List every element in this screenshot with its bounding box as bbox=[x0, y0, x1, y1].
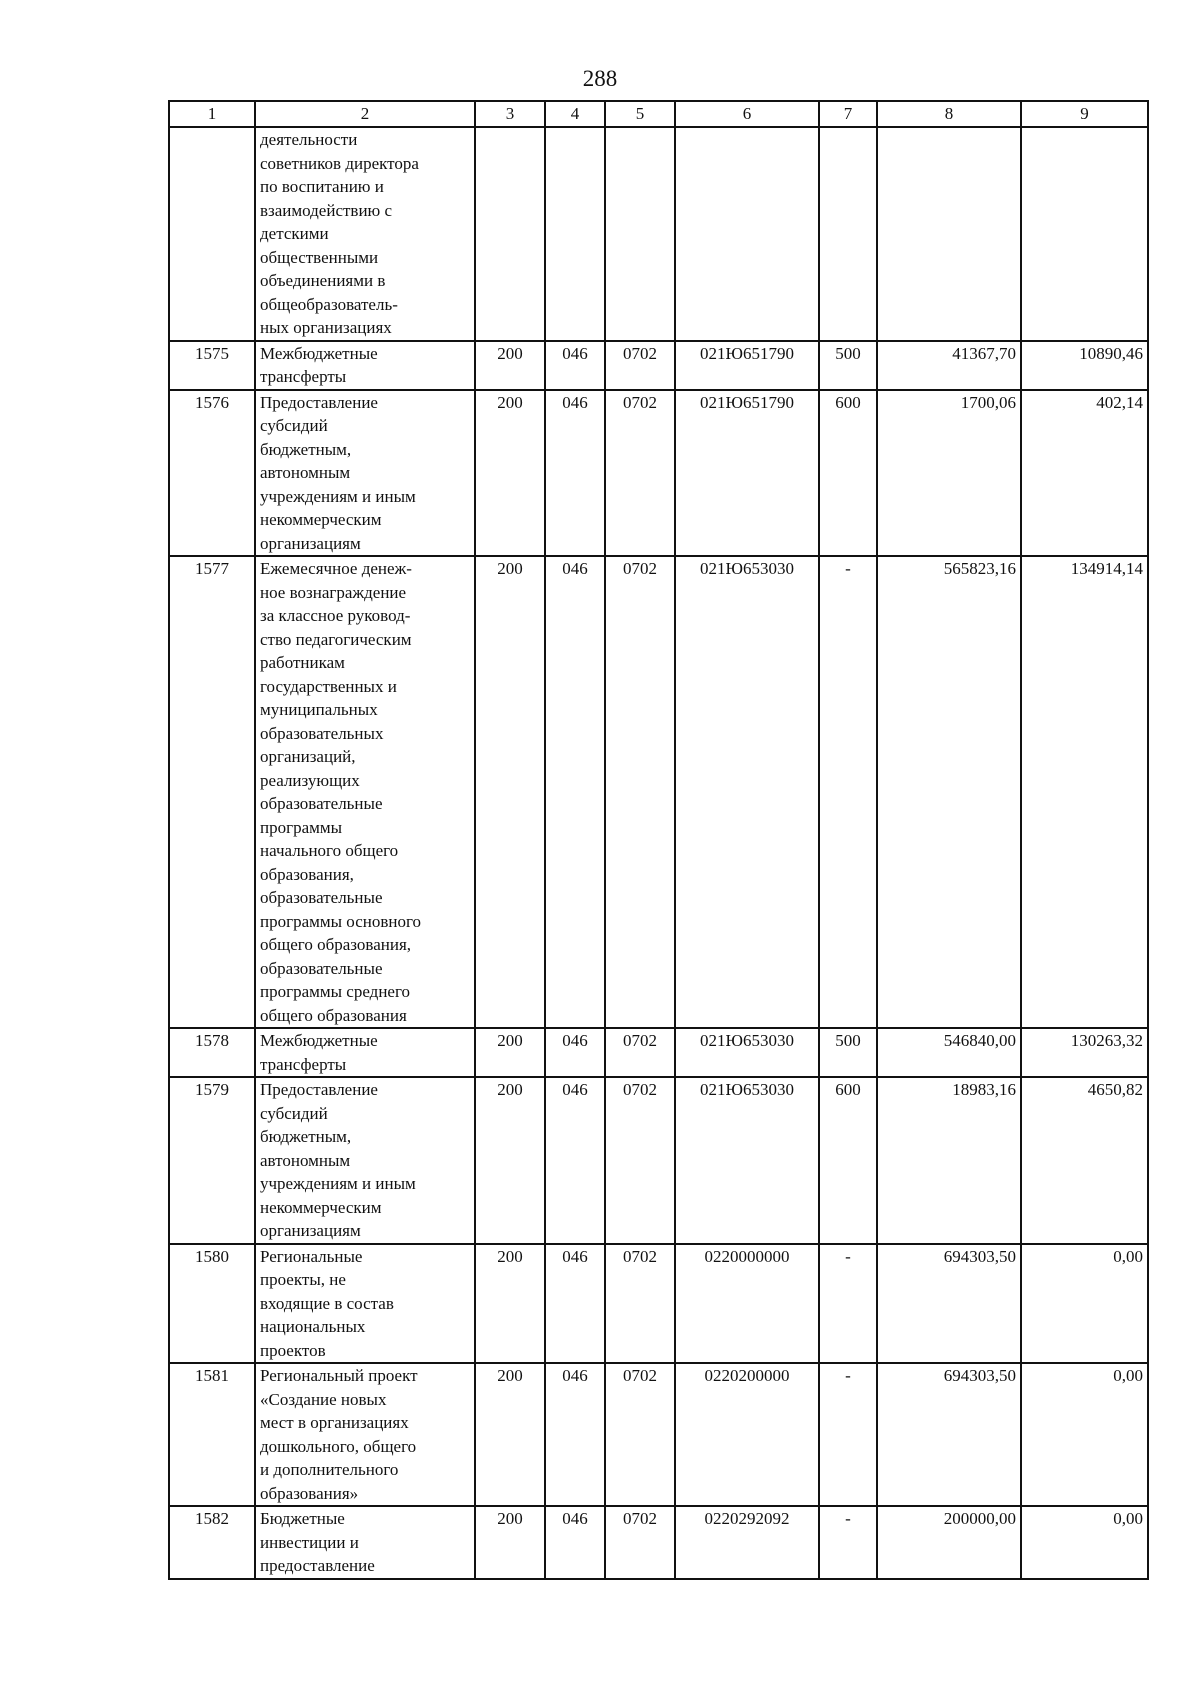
cell-col5: 0702 bbox=[605, 1077, 675, 1244]
cell-col9: 0,00 bbox=[1021, 1363, 1148, 1506]
cell-col8: 41367,70 bbox=[877, 341, 1021, 390]
column-header: 6 bbox=[675, 101, 819, 127]
cell-col4: 046 bbox=[545, 1363, 605, 1506]
row-name-text: Бюджетные инвестиции и предоставление bbox=[260, 1509, 375, 1575]
page-number: 288 bbox=[582, 66, 618, 91]
row-name bbox=[255, 556, 475, 1028]
column-header: 1 bbox=[169, 101, 255, 127]
table-row bbox=[169, 127, 1148, 341]
cell-col8: 546840,00 bbox=[877, 1028, 1021, 1077]
row-name-text: Региональные проекты, не входящие в состав национальных проектов bbox=[260, 1246, 394, 1360]
cell-col7: - bbox=[819, 556, 877, 1028]
cell-col8: 694303,50 bbox=[877, 1363, 1021, 1506]
cell-col6: 021Ю651790 bbox=[675, 341, 819, 390]
cell-col8: 694303,50 bbox=[877, 1244, 1021, 1364]
cell-col9: 0,00 bbox=[1021, 1244, 1148, 1364]
row-number: 1581 bbox=[169, 1363, 255, 1506]
column-header: 5 bbox=[605, 101, 675, 127]
table-row bbox=[169, 1506, 1148, 1579]
row-name-text: Региональный проект «Создание новых мест в организациях дошкольного, общего и дополнительного образования» bbox=[260, 1366, 418, 1503]
cell-col9: 10890,46 bbox=[1021, 341, 1148, 390]
cell-col6 bbox=[675, 127, 819, 341]
cell-col3: 200 bbox=[475, 1506, 545, 1579]
row-number bbox=[169, 127, 255, 341]
cell-col3: 200 bbox=[475, 1077, 545, 1244]
table-row bbox=[169, 390, 1148, 557]
cell-col9 bbox=[1021, 127, 1148, 341]
column-header: 2 bbox=[255, 101, 475, 127]
row-number: 1577 bbox=[169, 556, 255, 1028]
cell-col9: 130263,32 bbox=[1021, 1028, 1148, 1077]
row-name bbox=[255, 1028, 475, 1077]
row-name bbox=[255, 1363, 475, 1506]
cell-col7: 500 bbox=[819, 1028, 877, 1077]
cell-col6: 0220292092 bbox=[675, 1506, 819, 1579]
table-header-row bbox=[169, 101, 1148, 127]
table-row bbox=[169, 1363, 1148, 1506]
cell-col6: 0220000000 bbox=[675, 1244, 819, 1364]
row-name bbox=[255, 1506, 475, 1579]
cell-col5: 0702 bbox=[605, 556, 675, 1028]
cell-col3: 200 bbox=[475, 390, 545, 557]
cell-col7: 600 bbox=[819, 1077, 877, 1244]
row-number: 1578 bbox=[169, 1028, 255, 1077]
table-row bbox=[169, 1077, 1148, 1244]
row-name bbox=[255, 1077, 475, 1244]
cell-col8 bbox=[877, 127, 1021, 341]
cell-col5: 0702 bbox=[605, 390, 675, 557]
cell-col4: 046 bbox=[545, 1077, 605, 1244]
cell-col7 bbox=[819, 127, 877, 341]
cell-col7: - bbox=[819, 1506, 877, 1579]
row-name bbox=[255, 127, 475, 341]
cell-col7: 600 bbox=[819, 390, 877, 557]
row-name-text: Межбюджетные трансферты bbox=[260, 1031, 378, 1074]
row-name-text: Предоставление субсидий бюджетным, автономным учреждениям и иным некоммерческим организациям bbox=[260, 1080, 416, 1240]
cell-col3: 200 bbox=[475, 341, 545, 390]
cell-col8: 1700,06 bbox=[877, 390, 1021, 557]
cell-col5 bbox=[605, 127, 675, 341]
cell-col4 bbox=[545, 127, 605, 341]
row-name bbox=[255, 1244, 475, 1364]
cell-col3: 200 bbox=[475, 1244, 545, 1364]
cell-col3: 200 bbox=[475, 1363, 545, 1506]
cell-col6: 021Ю653030 bbox=[675, 1077, 819, 1244]
cell-col3 bbox=[475, 127, 545, 341]
table-row bbox=[169, 556, 1148, 1028]
cell-col4: 046 bbox=[545, 341, 605, 390]
cell-col9: 402,14 bbox=[1021, 390, 1148, 557]
row-number: 1576 bbox=[169, 390, 255, 557]
row-number: 1579 bbox=[169, 1077, 255, 1244]
column-header: 3 bbox=[475, 101, 545, 127]
column-header: 4 bbox=[545, 101, 605, 127]
row-number: 1575 bbox=[169, 341, 255, 390]
row-name bbox=[255, 390, 475, 557]
cell-col5: 0702 bbox=[605, 1506, 675, 1579]
cell-col5: 0702 bbox=[605, 341, 675, 390]
cell-col8: 200000,00 bbox=[877, 1506, 1021, 1579]
row-name-text: деятельности советников директора по воспитанию и взаимодействию с детскими общественными объединениями в общеобразователь- ных организациях bbox=[260, 130, 419, 337]
cell-col9: 0,00 bbox=[1021, 1506, 1148, 1579]
cell-col3: 200 bbox=[475, 556, 545, 1028]
cell-col9: 4650,82 bbox=[1021, 1077, 1148, 1244]
row-name-text: Предоставление субсидий бюджетным, автономным учреждениям и иным некоммерческим организациям bbox=[260, 392, 416, 553]
row-name bbox=[255, 341, 475, 390]
cell-col7: - bbox=[819, 1244, 877, 1364]
cell-col8: 565823,16 bbox=[877, 556, 1021, 1028]
row-name-text: Межбюджетные трансферты bbox=[260, 343, 378, 386]
cell-col7: - bbox=[819, 1363, 877, 1506]
cell-col5: 0702 bbox=[605, 1244, 675, 1364]
cell-col4: 046 bbox=[545, 1028, 605, 1077]
cell-col9: 134914,14 bbox=[1021, 556, 1148, 1028]
cell-col6: 021Ю653030 bbox=[675, 1028, 819, 1077]
column-header: 7 bbox=[819, 101, 877, 127]
cell-col5: 0702 bbox=[605, 1028, 675, 1077]
row-number: 1580 bbox=[169, 1244, 255, 1364]
cell-col3: 200 bbox=[475, 1028, 545, 1077]
column-header: 8 bbox=[877, 101, 1021, 127]
cell-col6: 021Ю653030 bbox=[675, 556, 819, 1028]
cell-col6: 021Ю651790 bbox=[675, 390, 819, 557]
table-row bbox=[169, 1028, 1148, 1077]
cell-col8: 18983,16 bbox=[877, 1077, 1021, 1244]
cell-col4: 046 bbox=[545, 390, 605, 557]
cell-col6: 0220200000 bbox=[675, 1363, 819, 1506]
cell-col4: 046 bbox=[545, 556, 605, 1028]
cell-col7: 500 bbox=[819, 341, 877, 390]
table-row bbox=[169, 341, 1148, 390]
cell-col4: 046 bbox=[545, 1506, 605, 1579]
budget-table bbox=[168, 100, 1149, 1580]
table-row bbox=[169, 1244, 1148, 1364]
column-header: 9 bbox=[1021, 101, 1148, 127]
cell-col4: 046 bbox=[545, 1244, 605, 1364]
cell-col5: 0702 bbox=[605, 1363, 675, 1506]
row-number: 1582 bbox=[169, 1506, 255, 1579]
row-name-text: Ежемесячное денеж- ное вознаграждение за классное руковод- ство педагогическим работникам государственных и муниципальных образовательных организаций, реализующих образовательные программы начального общего образования, образовательные программы основного общего образования, образовательные программы среднего общего образования bbox=[260, 559, 422, 1025]
